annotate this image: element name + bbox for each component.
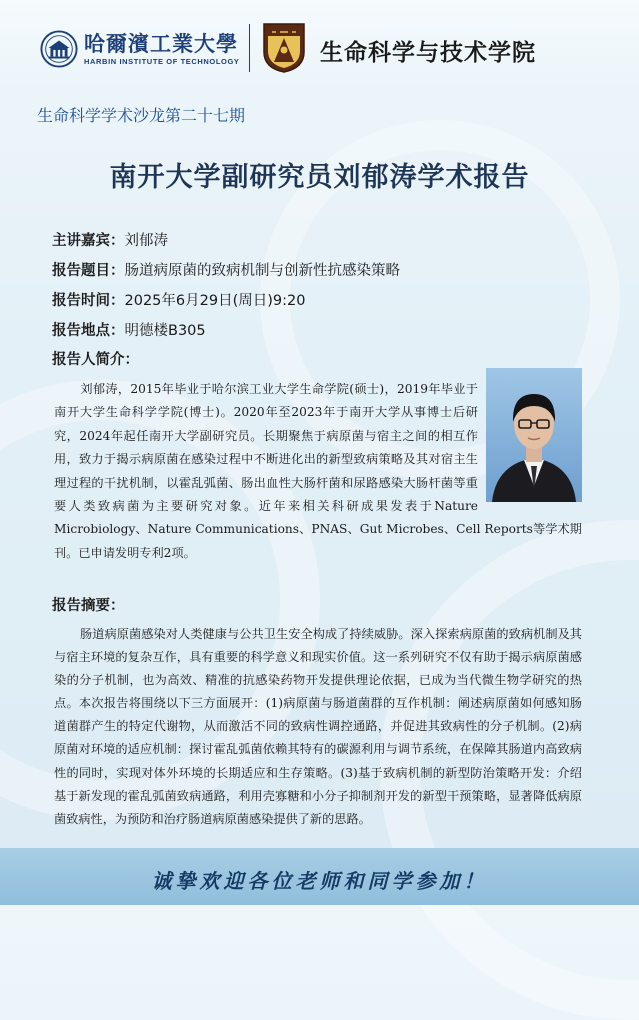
bio-text: 刘郁涛，2015年毕业于哈尔滨工业大学生命学院(硕士)，2019年毕业于南开大学生命科学学院(博士)。2020年至2023年于南开大学从事博士后研究，2024年起任南开大学副研究员。长期聚焦于病原菌与宿主之间的相互作用，致力于揭示病原菌在感染过程中不断进化出的新型致病策略及其对宿主生理过程的干扰机制，以霍乱弧菌、肠出血性大肠杆菌和尿路感染大肠杆菌等重要人类致病菌为主要研究对象。近年来相关科研成果发表于Nature Microbiology、Nature Communications、PNAS、Gut Microbes、Cell Reports等学术期刊。已申请发明专利2项。 (54, 382, 582, 560)
topic-row (52, 259, 400, 280)
university-name-en: HARBIN INSTITUTE OF TECHNOLOGY (84, 57, 240, 66)
abstract-paragraph (54, 623, 582, 831)
topic-value: 肠道病原菌的致病机制与创新性抗感染策略 (124, 263, 400, 279)
abstract-heading: 报告摘要： (52, 598, 125, 614)
bio-heading: 报告人简介： (52, 352, 139, 368)
speaker-portrait-icon (486, 368, 582, 502)
location-row (52, 319, 206, 340)
time-row (52, 289, 305, 310)
time-value: 2025年6月29日(周日)9:20 (124, 293, 306, 309)
footer-banner (0, 848, 639, 905)
university-logo-icon (40, 30, 78, 68)
salon-series-title: 生命科学学术沙龙第二十七期 (37, 106, 246, 125)
university-name: 哈爾濱工業大學 (84, 31, 238, 56)
college-emblem-icon (262, 22, 306, 74)
page-title: 南开大学副研究员刘郁涛学术报告 (109, 162, 530, 193)
speaker-row (52, 229, 168, 250)
speaker-value: 刘郁涛 (124, 233, 168, 249)
speaker-label: 主讲嘉宾： (52, 233, 125, 249)
welcome-message: 诚挚欢迎各位老师和同学参加！ (151, 869, 488, 893)
bio-paragraph (54, 378, 582, 565)
abstract-text: 肠道病原菌感染对人类健康与公共卫生安全构成了持续威胁。深入探索病原菌的致病机制及其与宿主环境的复杂互作，具有重要的科学意义和现实价值。这一系列研究不仅有助于揭示病原菌感染的分子机制，也为高效、精准的抗感染药物开发提供理论依据，已成为当代微生物学研究的热点。本次报告将围绕以下三方面展开：(1)病原菌与肠道菌群的互作机制：阐述病原菌如何感知肠道菌群产生的特定代谢物，从而激活不同的致病性调控通路，并促进其致病性的分子机制。(2)病原菌对环境的适应机制：探讨霍乱弧菌依赖其特有的碳源利用与调节系统，在保障其肠道内高致病性的同时，实现对体外环境的长期适应和生存策略。(3)基于致病机制的新型防治策略开发：介绍基于新发现的霍乱弧菌致病通路，利用壳寡糖和小分子抑制剂开发的新型干预策略，显著降低病原菌致病性，为预防和治疗肠道病原菌感染提供了新的思路。 (54, 627, 582, 826)
time-label: 报告时间： (52, 293, 125, 309)
header-banner (0, 0, 639, 92)
topic-label: 报告题目： (52, 263, 125, 279)
speaker-photo (486, 368, 582, 502)
location-label: 报告地点： (52, 323, 125, 339)
location-value: 明德楼B305 (124, 323, 206, 339)
header-divider (249, 24, 250, 72)
college-name: 生命科学与技术学院 (320, 40, 536, 66)
